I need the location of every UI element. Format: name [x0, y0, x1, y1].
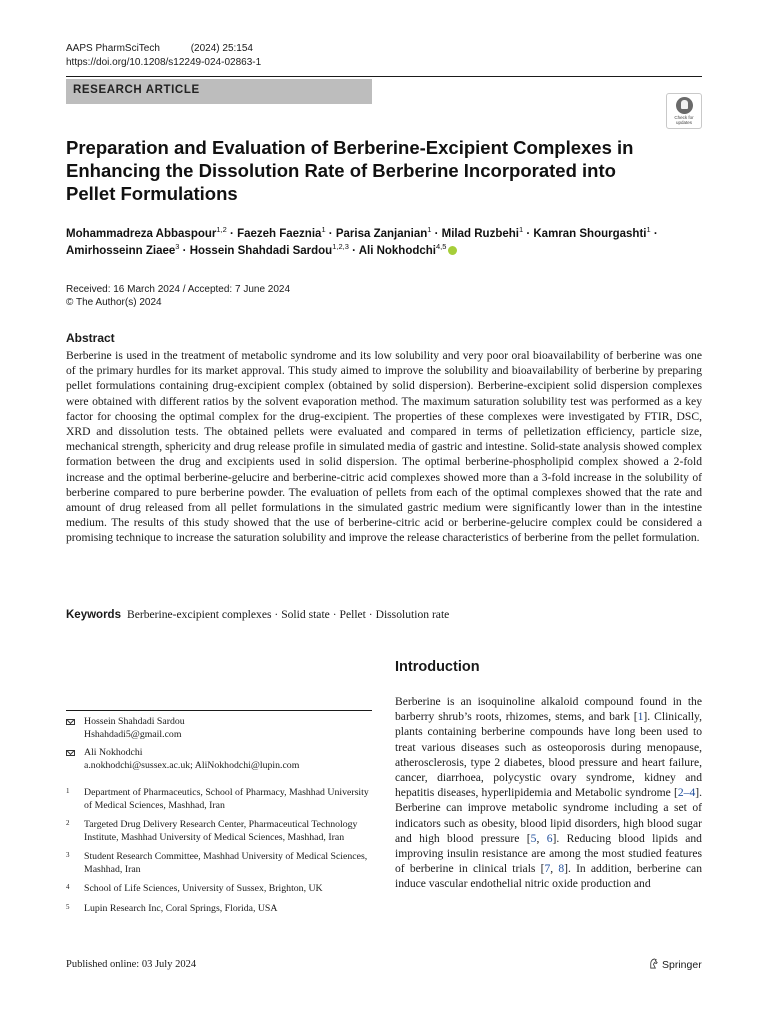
keyword: Dissolution rate	[375, 608, 450, 621]
article-title: Preparation and Evaluation of Berberine-Excipient Complexes in Enhancing the Dissolution Rate of Berberine Incorporated into Pellet Formulations	[66, 137, 634, 204]
bookmark-icon	[676, 97, 693, 114]
badge-line1: Check for	[674, 115, 694, 120]
badge-line2: updates	[675, 120, 692, 125]
citation-link[interactable]: 8	[558, 862, 565, 876]
intro-text-run: ]. Berberine can improve metabolic syndrome including a set of indicators such as obesity, blood lipid disorders, high blood sugar and high blood pressure [	[395, 786, 702, 845]
journal-header	[66, 42, 261, 70]
affiliation-text: Department of Pharmaceutics, School of Pharmacy, Mashhad University of Medical Sciences, Mashhad, Iran	[84, 787, 369, 811]
journal-volume: (2024) 25:154	[190, 43, 253, 54]
header-rule	[66, 76, 702, 77]
author-list: Mohammadreza Abbaspour$^{1,2}$ · Faezeh Faeznia$^1$ · Parisa Zanjanian$^1$ · Milad Ruzbehi$^1$ · Kamran Shourgashti$^1$ · Amirhosseinn Ziaee$^3$ · Hossein Shahdadi Sardou$^{1,2,3}$ · Ali Nokhodchi$^{4,5}$	[66, 225, 658, 257]
correspondence-block	[66, 716, 372, 778]
keyword: Berberine-excipient complexes	[126, 608, 272, 621]
citation-link[interactable]: 1	[637, 710, 644, 724]
author-name: Mohammadreza Abbaspour	[66, 228, 217, 240]
author-name: Milad Ruzbehi	[441, 228, 519, 240]
affiliation-number: 3	[66, 851, 70, 859]
author-affiliation-ref: 1	[427, 225, 432, 234]
abstract-heading: Abstract	[66, 331, 115, 345]
published-online: Published online: 03 July 2024	[66, 959, 197, 970]
affiliation-text: Student Research Committee, Mashhad University of Medical Sciences, Mashhad, Iran	[84, 851, 368, 875]
correspondence-entry	[66, 747, 372, 772]
citation-link[interactable]: 5	[530, 831, 537, 845]
author-affiliation-ref: 1	[646, 225, 651, 234]
abstract-text: Berberine is used in the treatment of metabolic syndrome and its low solubility and very poor oral bioavailability of berberine was one of the primary hurdles for its market approval. This study aimed to improve the solubility and bioavailability of berberine by preparing pellet formulations containing drug-excipient complex (obtained by solid dispersion). Berberine-excipient solid dispersion complexes were obtained with different ratios by the solvent evaporation method. The maximum saturation solubility test was performed as a key factor for choosing the optimal complex for the drug-excipient. The properties of these complexes were investigated by FTIR, DSC, XRD and dissolution tests. The obtained pellets were evaluated and compared in terms of pelletization efficiency, particle size, mechanical strength, sphericity and drug release profile in simulated media of gastric and intestine. Solid-state analysis showed complex formation between the drug and excipients used in solid dispersion. The optimal berberine-phospholipid complex showed a 2-fold increase and the optimal berberine-gelucire and berberine-citric acid complexes showed more than a 3-fold increase in the solubility of berberine compared to pure berberine powder. The evaluation of pellets from each of the optimal complexes showed that the rate and amount of drug released from all pellet formulations in the simulated gastric medium were significantly lower than in the intestine medium. The results of this study showed that the use of berberine-citric acid or berberine-gelucire complex could be considered a promising technique to increase the saturation solubility and improve the release characteristics of berberine from the pellet formulation.	[66, 349, 702, 545]
author-name: Faezeh Faeznia	[237, 228, 322, 240]
author-affiliation-ref: 1,2	[216, 225, 227, 234]
envelope-icon	[66, 719, 75, 725]
author-affiliation-ref: 4,5	[436, 242, 447, 251]
affiliation-number: 5	[66, 902, 70, 911]
correspondence-entry	[66, 716, 372, 741]
intro-text-run: ]. Reducing blood lipids and improving insulin resistance are among the most studied features of berberine in clinical trials [	[395, 831, 702, 876]
footnote-rule	[66, 710, 372, 711]
intro-text-run: ]. Clinically, plants containing berberine compounds have long been used to treat various diseases such as osteoporosis during menopause, atherosclerosis, type 2 diabetes, blood pressure and heart failure, cancer, diarrhoea, polycystic ovary syndrome, kidney and hepatitis diseases, hyperlipidemia and Metabolic syndrome [	[395, 710, 702, 800]
keyword-list: Berberine-excipient complexes · Solid state · Pellet · Dissolution rate	[126, 608, 450, 621]
intro-text-run: ,	[536, 831, 547, 845]
author-name: Ali Nokhodchi	[358, 245, 436, 257]
orcid-icon[interactable]	[448, 246, 457, 255]
affiliation-text: Targeted Drug Delivery Research Center, Pharmaceutical Technology Institute, Mashhad University of Medical Sciences, Mashhad, Iran	[84, 819, 358, 843]
affiliation-entry	[66, 883, 372, 896]
author-affiliation-ref: 1	[518, 225, 524, 234]
springer-horse-icon	[648, 958, 659, 969]
keyword: Solid state	[281, 608, 330, 621]
affiliation-entry	[66, 819, 372, 844]
journal-name: AAPS PharmSciTech	[66, 43, 160, 54]
introduction-heading: Introduction	[395, 659, 480, 675]
citation-link[interactable]: 6	[546, 831, 553, 845]
intro-text-run: Berberine is an isoquinoline alkaloid compound found in the barberry shrub’s roots, rhizomes, stems, and bark [	[395, 695, 702, 724]
check-for-updates-badge[interactable]	[666, 93, 702, 129]
copyright: © The Author(s) 2024	[66, 297, 162, 308]
affiliation-number: 4	[66, 883, 70, 891]
citation-link[interactable]: 7	[544, 862, 551, 876]
doi-link[interactable]: https://doi.org/10.1208/s12249-024-02863-1	[66, 57, 262, 68]
affiliation-entry	[66, 787, 372, 812]
citation-link[interactable]: 2–4	[677, 786, 696, 800]
correspondent-name: Hossein Shahdadi Sardou	[84, 716, 185, 727]
author-affiliation-ref: 1	[321, 225, 326, 234]
article-type-banner: RESEARCH ARTICLE	[66, 79, 372, 104]
affiliation-entry	[66, 851, 372, 876]
article-dates	[66, 283, 290, 309]
author-affiliation-ref: 3	[175, 242, 180, 251]
correspondent-email[interactable]: Hshahdadi5@gmail.com	[84, 728, 182, 740]
envelope-icon	[66, 750, 75, 756]
author-name: Hossein Shahdadi Sardou	[189, 245, 333, 257]
keywords-heading: Keywords	[66, 609, 121, 621]
affiliation-number: 2	[66, 819, 70, 827]
author-name: Kamran Shourgashti	[533, 228, 647, 240]
correspondent-name: Ali Nokhodchi	[84, 747, 143, 758]
author-name: Amirhosseinn Ziaee	[66, 245, 176, 257]
affiliation-text: Lupin Research Inc, Coral Springs, Florida, USA	[84, 902, 278, 914]
introduction-text	[395, 694, 702, 892]
intro-text-run: ]. In addition, berberine can induce vascular endothelial nitric oxide production and	[395, 862, 702, 891]
author-name: Parisa Zanjanian	[335, 228, 428, 240]
intro-text-run: ,	[550, 862, 559, 876]
correspondent-email[interactable]: a.nokhodchi@sussex.ac.uk; AliNokhodchi@lupin.com	[84, 759, 300, 771]
publisher-logo	[648, 958, 702, 971]
keyword: Pellet	[339, 608, 366, 621]
keywords	[66, 607, 449, 623]
received-accepted: Received: 16 March 2024 / Accepted: 7 June 2024	[66, 284, 291, 295]
affiliations-block	[66, 787, 372, 922]
affiliation-entry	[66, 903, 372, 916]
affiliation-text: School of Life Sciences, University of Sussex, Brighton, UK	[84, 883, 323, 894]
affiliation-number: 1	[66, 787, 70, 795]
publisher-name: Springer	[662, 959, 702, 971]
author-affiliation-ref: 1,2,3	[332, 242, 349, 251]
